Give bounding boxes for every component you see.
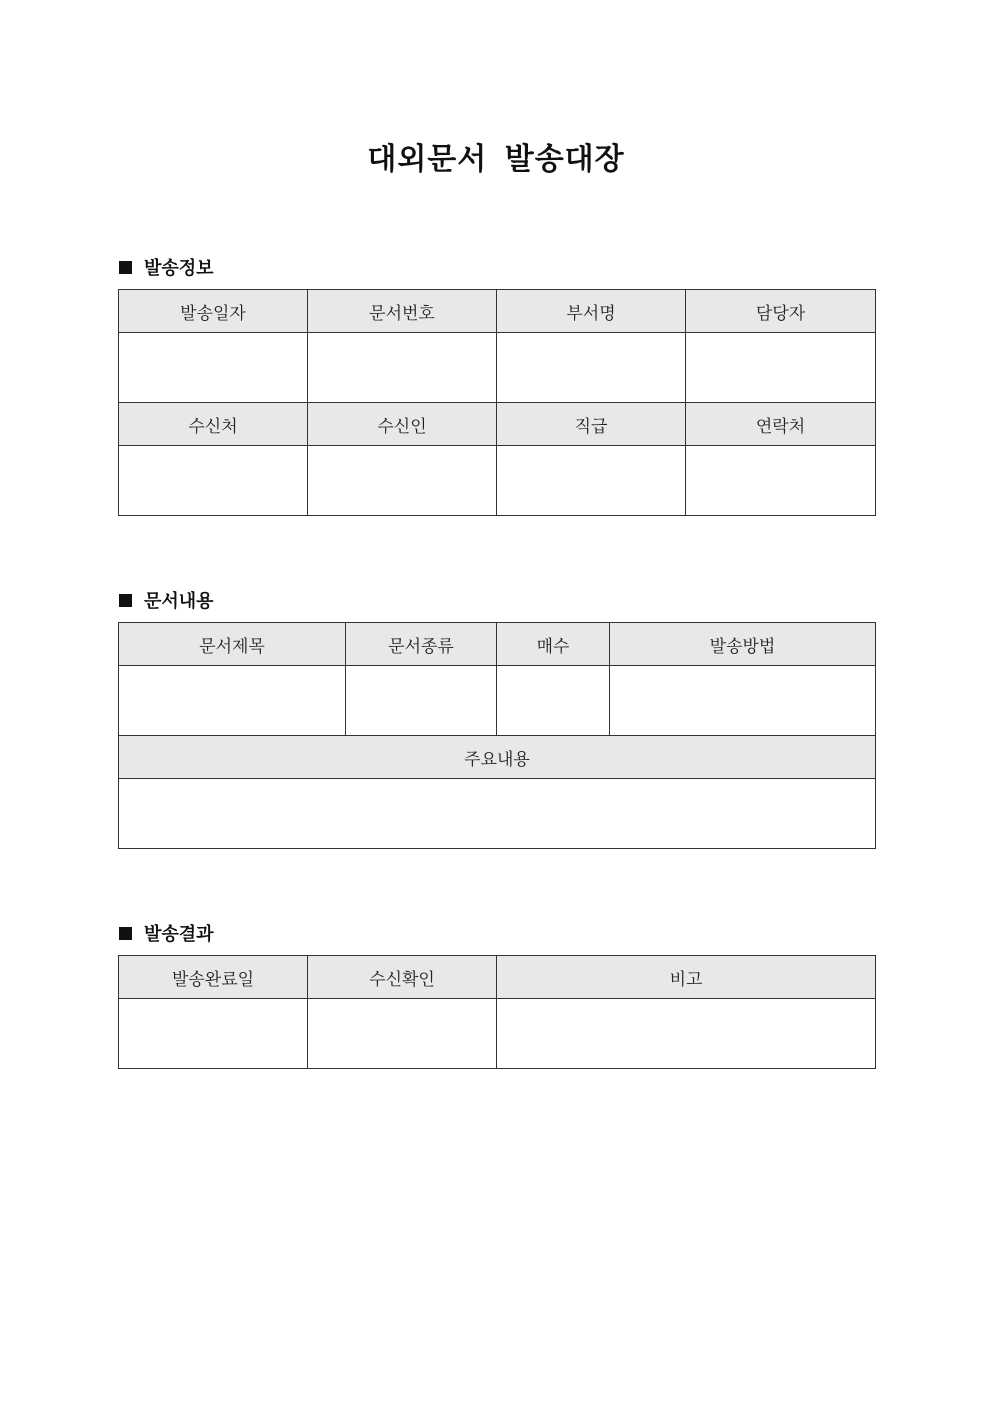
- header-remarks: 비고: [497, 956, 876, 999]
- table-value-row: [119, 446, 876, 516]
- receipt-confirm-cell[interactable]: [308, 999, 497, 1069]
- black-square-icon: [119, 594, 132, 607]
- send-method-cell[interactable]: [610, 666, 876, 736]
- section-heading-label: 문서내용: [144, 591, 214, 612]
- position-cell[interactable]: [497, 446, 686, 516]
- completion-date-cell[interactable]: [119, 999, 308, 1069]
- header-recipient: 수신인: [308, 403, 497, 446]
- table-value-row: [119, 666, 876, 736]
- header-doc-number: 문서번호: [308, 290, 497, 333]
- black-square-icon: [119, 927, 132, 940]
- table-header-row: [119, 736, 876, 779]
- header-completion-date: 발송완료일: [119, 956, 308, 999]
- header-page-count: 매수: [497, 623, 610, 666]
- recipient-cell[interactable]: [308, 446, 497, 516]
- section-heading-label: 발송정보: [144, 258, 214, 279]
- table-header-row: [119, 956, 876, 999]
- page-count-cell[interactable]: [497, 666, 610, 736]
- person-in-charge-cell[interactable]: [686, 333, 876, 403]
- header-department: 부서명: [497, 290, 686, 333]
- table-value-row: [119, 779, 876, 849]
- section-heading-label: 발송결과: [144, 924, 214, 945]
- header-doc-title: 문서제목: [119, 623, 346, 666]
- header-recipient-org: 수신처: [119, 403, 308, 446]
- header-receipt-confirm: 수신확인: [308, 956, 497, 999]
- header-send-date: 발송일자: [119, 290, 308, 333]
- recipient-org-cell[interactable]: [119, 446, 308, 516]
- header-summary: 주요내용: [119, 736, 876, 779]
- header-contact: 연락처: [686, 403, 876, 446]
- contact-cell[interactable]: [686, 446, 876, 516]
- table-header-row: [119, 623, 876, 666]
- department-cell[interactable]: [497, 333, 686, 403]
- doc-title-cell[interactable]: [119, 666, 346, 736]
- header-position: 직급: [497, 403, 686, 446]
- table-value-row: [119, 333, 876, 403]
- page-title: 대외문서 발송대장: [367, 142, 625, 177]
- section-heading-doc-content: [119, 587, 214, 613]
- send-result-table: [118, 955, 876, 1069]
- section-heading-send-info: [119, 254, 214, 280]
- doc-content-table: [118, 622, 876, 849]
- send-date-cell[interactable]: [119, 333, 308, 403]
- doc-type-cell[interactable]: [346, 666, 497, 736]
- black-square-icon: [119, 261, 132, 274]
- header-send-method: 발송방법: [610, 623, 876, 666]
- header-person-in-charge: 담당자: [686, 290, 876, 333]
- doc-number-cell[interactable]: [308, 333, 497, 403]
- send-info-table: [118, 289, 876, 516]
- section-heading-send-result: [119, 920, 214, 946]
- table-header-row: [119, 403, 876, 446]
- table-value-row: [119, 999, 876, 1069]
- remarks-cell[interactable]: [497, 999, 876, 1069]
- summary-cell[interactable]: [119, 779, 876, 849]
- header-doc-type: 문서종류: [346, 623, 497, 666]
- table-header-row: [119, 290, 876, 333]
